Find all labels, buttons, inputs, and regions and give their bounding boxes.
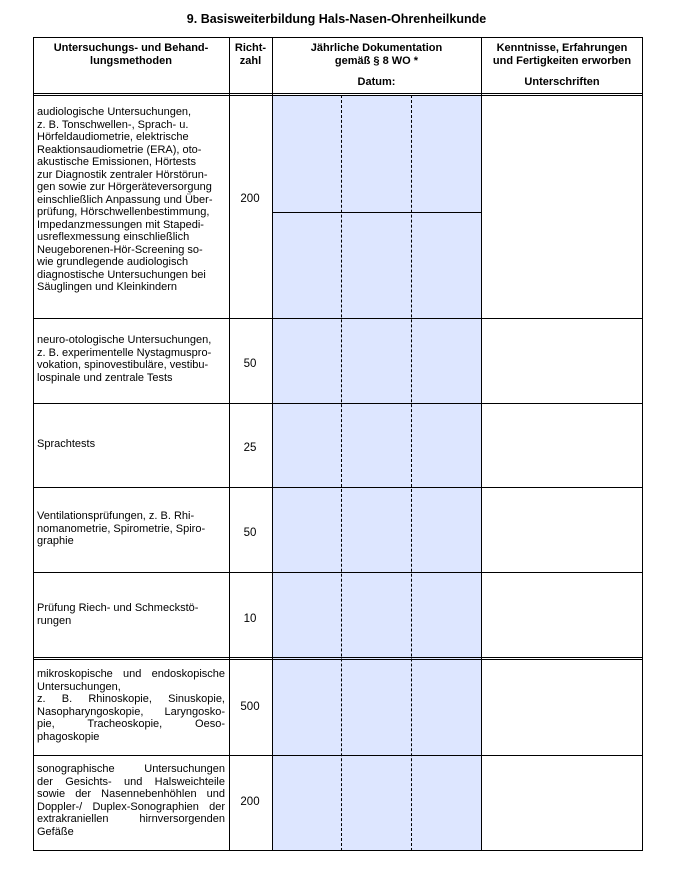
row-separator <box>33 657 643 660</box>
richtzahl-value: 200 <box>240 796 260 808</box>
richtzahl-value: 25 <box>243 442 257 454</box>
table-border-top <box>33 37 643 38</box>
method-text: Ventilationsprüfungen, z. B. Rhi- nomanometrie, Spirometrie, Spiro- graphie <box>37 510 206 547</box>
column-divider <box>341 95 342 851</box>
header-methods: Untersuchungs- und Behand- lungsmethoden <box>53 42 209 67</box>
method-text: sonographische Untersuchungen der Gesichts- und Halsweichteile sowie der Nasennebenhöhlen und Doppler-/ Duplex-Sonographien der extrakraniellen hirnversorgenden Gefäße <box>37 763 225 838</box>
column-divider <box>272 37 273 851</box>
richtzahl-value: 50 <box>243 358 257 370</box>
header-signatures-label: Unterschriften <box>524 76 600 88</box>
richtzahl-value: 200 <box>240 193 260 205</box>
header-skills: Kenntnisse, Erfahrungen und Fertigkeiten erworben <box>492 42 632 67</box>
documentation-table <box>33 37 643 851</box>
header-documentation: Jährliche Dokumentation gemäß § 8 WO * <box>310 42 443 67</box>
method-text: Sprachtests <box>37 438 96 450</box>
method-text: neuro-otologische Untersuchungen, z. B. experimentelle Nystagmuspro- vokation, spinovestibuläre, vestibu- lospinale und zentrale Tests <box>37 334 212 384</box>
method-text: audiologische Untersuchungen, z. B. Tonschwellen-, Sprach- u. Hörfeldaudiometrie, elektrische Reaktionsaudiometrie (ERA), oto- akustische Emissionen, Hörtests zur Diagnostik zentraler Hörstörun- gen sowie zur Hörgeräteversorgung einschließlich Anpassung und Über- prüfung, Hörschwellenbestimmung, Impedanzmessungen mit Stapedi- usreflexmessung einschließlich Neugeborenen-Hör-Screening so- wie grundlegende audiologisch diagnostische Untersuchungen bei Säuglingen und Kleinkindern <box>37 106 213 293</box>
richtzahl-value: 10 <box>243 613 257 625</box>
column-divider <box>481 37 482 851</box>
column-divider <box>411 95 412 851</box>
page-title: 9. Basisweiterbildung Hals-Nasen-Ohrenheilkunde <box>186 12 487 26</box>
table-border-bottom <box>33 850 643 851</box>
row-separator <box>33 403 643 404</box>
method-text: mikroskopische und endoskopische Untersuchungen, z. B. Rhinoskopie, Sinuskopie, Nasopharyngoskopie, Laryngosko- pie, Tracheoskopie, Oeso- phagoskopie <box>37 668 225 743</box>
row-separator <box>33 755 643 756</box>
method-text: Prüfung Riech- und Schmeckstö- rungen <box>37 602 199 627</box>
row-split-line <box>272 212 481 213</box>
header-richtzahl: Richt- zahl <box>234 42 267 67</box>
table-border-right <box>642 37 643 851</box>
header-date-label: Datum: <box>357 76 396 88</box>
richtzahl-value: 50 <box>243 527 257 539</box>
shaded-date-area <box>272 95 481 851</box>
richtzahl-value: 500 <box>240 701 260 713</box>
row-separator <box>33 487 643 488</box>
row-separator <box>33 572 643 573</box>
row-separator <box>33 318 643 319</box>
table-border-left <box>33 37 34 851</box>
header-separator <box>33 93 643 96</box>
